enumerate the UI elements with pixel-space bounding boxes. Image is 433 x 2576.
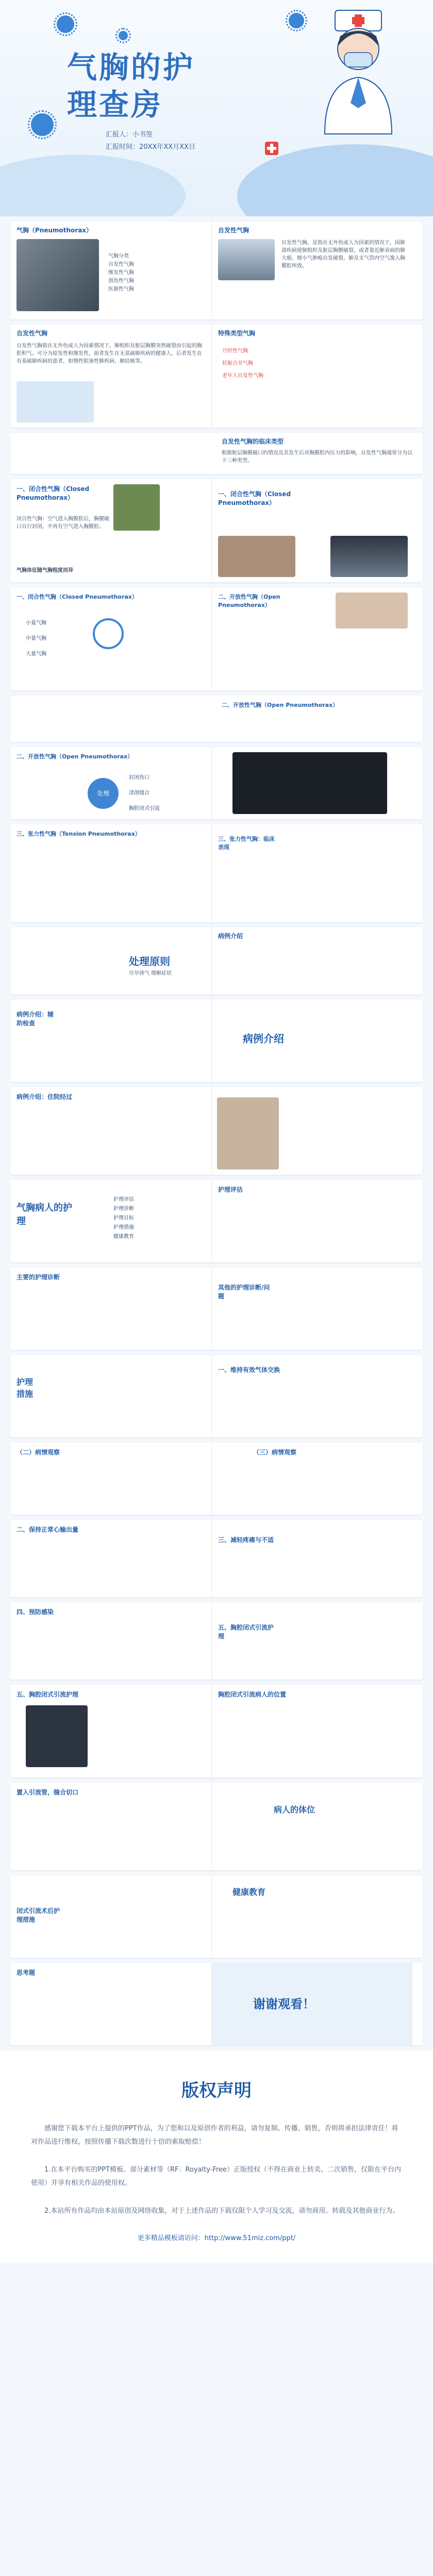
list-item: 继发性气胸 — [108, 270, 134, 276]
slide-infection — [10, 1602, 423, 1680]
slide-heading: 二、保持正常心输出量 — [16, 1526, 79, 1533]
copyright-section — [0, 2050, 433, 2263]
list-item: 自发性气胸 — [108, 262, 134, 267]
list-item: 护理评估 — [113, 1197, 134, 1202]
body-text: 自发性气胸，是指在无外伤或人为因素的情况下，因肺部疾病使肺组织及脏层胸膜破裂，或者靠近肺表面的肺大疱、细小气肿疱自发破裂，肺及支气管内空气逸入胸膜腔所致。 — [281, 240, 405, 269]
slide-classification — [10, 587, 423, 690]
list-item: 护理诊断 — [113, 1206, 134, 1212]
nurse-illustration — [304, 5, 412, 139]
copyright-title: 版权声明 — [181, 2080, 252, 2101]
slide-heading: 病例介绍 — [243, 1032, 284, 1045]
principle-subtitle: 尽早排气 缓解症状 — [129, 971, 172, 976]
slide-heading: 二、开放性气胸（Open Pneumothorax） — [222, 702, 339, 708]
lung-diagram — [16, 381, 94, 422]
slide-heading: 置入引流管，缝合切口 — [16, 1789, 79, 1796]
virus-icon — [289, 13, 304, 28]
slide-observation — [10, 1443, 423, 1515]
slide-case-course — [10, 1087, 423, 1175]
list-item: 月经性气胸 — [222, 348, 248, 354]
slide-heading: 五、胸腔闭式引流护理 — [218, 1624, 274, 1640]
slide-education — [10, 1875, 423, 1958]
photo-patient — [217, 1097, 279, 1170]
slide-heading: 主要的护理诊断 — [16, 1274, 60, 1281]
body-text: 闭合性气胸：空气进入胸膜腔后，胸膜破口自行封闭，不再有空气进入胸膜腔。 — [16, 516, 109, 530]
list-item: 医源性气胸 — [108, 286, 134, 292]
slide-heading: 一、闭合性气胸（Closed Pneumothorax） — [218, 490, 291, 506]
slide-drainage — [10, 1685, 423, 1777]
list-item: 中量气胸 — [26, 636, 46, 641]
slide-spontaneous — [10, 325, 423, 428]
photo-hand — [336, 592, 408, 629]
list-item: 老年人自发性气胸 — [222, 373, 263, 379]
caption: 气胸体征随气胸程度而异 — [16, 568, 73, 573]
slide-heading: 气胸（Pneumothorax） — [16, 227, 93, 234]
slide-heading: 病例介绍 — [218, 933, 243, 940]
slide-heading: 病例介绍：住院经过 — [16, 1093, 73, 1100]
body-text: 自发性气胸指在无外伤或人为因素情况下，肺组织及脏层胸膜突然破裂而引起的胸腔积气。可分为原发性和继发性，前者发生在无基础肺疾病的健康人，后者发生在有基础肺疾病的患者，如慢性阻塞性肺疾病、肺结核等。 — [16, 343, 202, 364]
slide-heading: 三、张力性气胸：临床表现 — [218, 836, 275, 851]
list-item: 创伤性气胸 — [108, 278, 134, 284]
virus-icon — [31, 113, 54, 136]
slide-heading: 思考题 — [16, 1969, 36, 1976]
photo-patient — [16, 239, 99, 311]
list-item: 小量气胸 — [26, 620, 46, 626]
list-item: 妊娠合并气胸 — [222, 361, 253, 366]
slide-heading: 二、开放性气胸（Open Pneumothorax） — [16, 753, 134, 760]
slide-heading: （二）病情观察 — [16, 1449, 60, 1456]
slide-pneumothorax-intro — [10, 222, 423, 319]
slide-heading: 护理措施 — [16, 1377, 34, 1399]
list-item: 健康教育 — [113, 1234, 134, 1240]
presenter: 汇报人：小书签 — [106, 131, 153, 139]
list-item: 护理目标 — [113, 1215, 134, 1221]
cover-slide — [0, 0, 433, 216]
slide-position — [10, 1783, 423, 1870]
virus-icon — [57, 15, 74, 33]
slide-heading: 其他的护理诊断/问题 — [218, 1284, 270, 1300]
medical-cross-icon — [265, 142, 278, 155]
copyright-paragraph: 1.在本平台购买的PPT模板、部分素材等（RF：Royalty-Free）正版授权（不得在商业上转卖、二次销售，仅限在平台内使用）并享有相关作品的使用权。 — [31, 2166, 402, 2187]
slide-principle — [10, 927, 423, 994]
slide-heading: （三）病情观察 — [253, 1449, 297, 1456]
nursing-list — [113, 1195, 134, 1242]
copyright-paragraph: 感谢您下载本平台上提供的PPT作品，为了您和以及原创作者的利益，请勿复制、传播、销售，否则将承担法律责任！将对作品进行维权，按照传播下载次数进行十倍的索取赔偿！ — [31, 2125, 398, 2146]
slide-heading: 三、张力性气胸（Tension Pneumothorax） — [16, 831, 141, 837]
slide-open-1 — [10, 696, 423, 742]
list-item: 护理措施 — [113, 1225, 134, 1230]
cover-title: 气胸的护 理查房 — [67, 50, 195, 122]
slide-measures — [10, 1355, 423, 1437]
date: 汇报时间：20XX年XX月XX日 — [106, 143, 195, 151]
slide-diagnosis — [10, 1267, 423, 1350]
slide-heading: 闭式引流术后护理措施 — [16, 1907, 60, 1923]
slide-heading: 护理评估 — [218, 1186, 243, 1193]
virus-icon — [119, 31, 128, 40]
slide-heading: 一、闭合性气胸（Closed Pneumothorax） — [16, 594, 138, 600]
thanks-text: 谢谢观看！ — [253, 1997, 315, 2011]
slide-heading: 病人的体位 — [274, 1805, 315, 1815]
cover-meta — [106, 129, 195, 154]
slide-heading: 气胸病人的护理 — [16, 1202, 72, 1227]
slide-heading: 二、开放性气胸（Open Pneumothorax） — [218, 594, 280, 608]
list-item: 封闭伤口 — [129, 775, 149, 781]
slide-heading: 自发性气胸 — [16, 330, 48, 337]
special-types-list — [222, 345, 263, 382]
slide-heading: 四、预防感染 — [16, 1608, 54, 1616]
bullet-list — [108, 252, 134, 294]
slide-open-2 — [10, 747, 423, 819]
slide-heading: 五、胸腔闭式引流护理 — [16, 1691, 79, 1698]
list-item: 清创缝合 — [129, 790, 149, 796]
slide-case-exam — [10, 999, 423, 1082]
slide-heading: 一、维持有效气体交换 — [218, 1366, 280, 1374]
body-text: 根据脏层胸膜破口的情况及其发生后对胸膜腔内压力的影响，自发性气胸通常分为以下三种类型。 — [222, 450, 412, 464]
slide-heading: 病例介绍：辅助检查 — [16, 1011, 54, 1027]
list-item: 气胸分类 — [108, 253, 129, 259]
slide-heading: 三、减轻疼痛与不适 — [218, 1536, 274, 1544]
list-item: 胸腔闭式引流 — [129, 806, 160, 811]
list-item: 大量气胸 — [26, 651, 46, 657]
slide-closed-pneumothorax — [10, 479, 423, 582]
slide-cardiac — [10, 1520, 423, 1597]
circle-diagram — [93, 618, 124, 649]
slide-heading: 自发性气胸的临床类型 — [222, 438, 284, 445]
photo-hands — [218, 536, 295, 577]
process-center: 处理 — [88, 778, 119, 809]
slide-nursing — [10, 1180, 423, 1262]
slide-heading: 健康教育 — [232, 1887, 266, 1897]
slide-heading: 胸腔闭式引流病人的位置 — [218, 1691, 287, 1698]
photo-xray — [330, 536, 408, 577]
slide-tension — [10, 824, 423, 922]
slide-heading: 特殊类型气胸 — [218, 330, 256, 337]
copyright-paragraph: 2.本站所有作品均由本站原创及网络收集，对于上述作品的下载仅限个人学习及交流，请勿商用、转载及其他商业行为。 — [44, 2207, 399, 2215]
video-frame — [232, 752, 387, 814]
slide-heading: 自发性气胸 — [218, 227, 249, 234]
cactus-photo — [113, 484, 160, 531]
photo-xray — [218, 239, 275, 280]
drainage-device — [26, 1705, 88, 1767]
principle-title: 处理原则 — [129, 955, 170, 968]
slide-clinical-types — [10, 433, 423, 474]
more-templates-link[interactable]: 更多精品模板请访问：http://www.51miz.com/ppt/ — [137, 2234, 296, 2242]
slide-heading: 一、闭合性气胸（Closed Pneumothorax） — [16, 485, 90, 501]
slide-thanks — [10, 1963, 423, 2045]
